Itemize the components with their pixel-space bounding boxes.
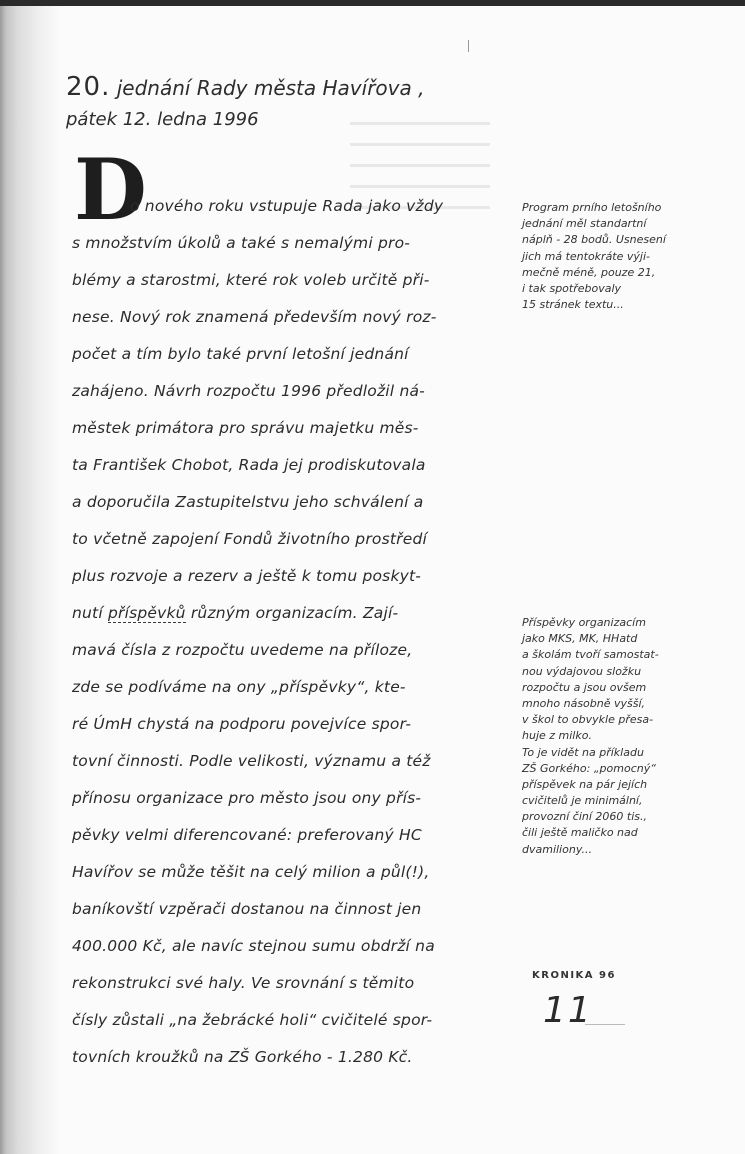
body-line: počet a tím bylo také první letošní jednání <box>72 345 409 363</box>
body-line: s množstvím úkolů a také s nemalými pro- <box>72 234 411 252</box>
underlined-word: příspěvků <box>107 604 186 622</box>
note-line: nou výdajovou složku <box>522 664 642 678</box>
body-line: plus rozvoje a rezerv a ještě k tomu poskyt- <box>72 567 422 585</box>
note-line: jednání měl standartní <box>522 217 647 231</box>
body-line <box>72 595 517 632</box>
heading-title: jednání Rady města Havířova , <box>116 76 425 100</box>
note-line: i tak spotřebovaly <box>522 281 622 295</box>
drop-cap: D <box>74 140 147 239</box>
body-line: a doporučila Zastupitelstvu jeho schválení a <box>72 493 424 511</box>
note-line: 15 stránek textu... <box>522 298 624 312</box>
body-text <box>72 188 517 1076</box>
body-line: baníkovští vzpěrači dostanou na činnost jen <box>72 900 422 918</box>
body-line: to včetně zapojení Fondů životního prostředí <box>72 530 427 548</box>
body-line: blémy a starostmi, které rok voleb určitě při- <box>72 271 430 289</box>
heading-date: pátek 12. ledna 1996 <box>66 109 259 130</box>
page-number: 11 <box>543 990 593 1031</box>
note-line: dvamiliony... <box>522 842 592 856</box>
note-line: mnoho násobně vyšší, <box>522 696 646 710</box>
note-line: cvičitelů je minimální, <box>522 794 643 808</box>
body-line: nese. Nový rok znamená především nový roz- <box>72 308 437 326</box>
note-line: čili ještě maličko nad <box>522 826 638 840</box>
note-line: jich má tentokráte výji- <box>522 249 650 263</box>
scan-mark <box>468 40 469 52</box>
body-line: mavá čísla z rozpočtu uvedeme na příloze, <box>72 641 413 659</box>
body-line: zahájeno. Návrh rozpočtu 1996 předložil ná- <box>72 382 425 400</box>
chronicle-label: KRONIKA 96 <box>532 970 616 981</box>
note-line: rozpočtu a jsou ovšem <box>522 680 647 694</box>
note-line: provozní činí 2060 tis., <box>522 810 647 824</box>
body-line: tovních kroužků na ZŠ Gorkého - 1.280 Kč. <box>72 1048 413 1066</box>
note-line: huje z milko. <box>522 729 592 743</box>
body-line: pěvky velmi diferencované: preferovaný HC <box>72 826 422 844</box>
note-line: mečně méně, pouze 21, <box>522 265 656 279</box>
body-line: městek primátora pro správu majetku měs- <box>72 419 419 437</box>
note-line: v škol to obvykle přesa- <box>522 713 654 727</box>
note-line: To je vidět na příkladu <box>522 745 644 759</box>
margin-note-program <box>522 200 722 313</box>
page-number-rule <box>585 1024 625 1025</box>
note-line: jako MKS, MK, HHatd <box>522 632 638 646</box>
note-line: Příspěvky organizacím <box>522 616 646 629</box>
body-line: Havířov se může těšit na celý milion a půl(!), <box>72 863 430 881</box>
note-line: ZŠ Gorkého: „pomocný“ <box>522 761 656 775</box>
body-line: o nového roku vstupuje Rada jako vždy <box>130 197 444 215</box>
note-line: a školám tvoří samostat- <box>522 648 659 662</box>
note-line: příspěvek na pár jejích <box>522 777 648 791</box>
page-heading <box>66 70 486 135</box>
note-line: Program prního letošního <box>522 201 662 214</box>
body-line: zde se podíváme na ony „příspěvky“, kte- <box>72 678 406 696</box>
heading-title-line <box>66 70 486 105</box>
body-line: rekonstrukci své haly. Ve srovnání s těmito <box>72 974 415 992</box>
body-line: 400.000 Kč, ale navíc stejnou sumu obdrží na <box>72 937 435 955</box>
note-line: náplň - 28 bodů. Usnesení <box>522 233 666 247</box>
body-line: ré ÚmH chystá na podporu povejvíce spor- <box>72 715 412 733</box>
body-line: tovní činnosti. Podle velikosti, významu a též <box>72 752 431 770</box>
body-line: čísly zůstali „na žebrácké holi“ cvičitelé spor- <box>72 1011 433 1029</box>
body-line: ta František Chobot, Rada jej prodiskutovala <box>72 456 426 474</box>
body-line-end: různým organizacím. Zají- <box>185 604 399 622</box>
margin-note-contributions <box>522 615 722 858</box>
meeting-number: 20. <box>66 72 111 102</box>
body-line: přínosu organizace pro město jsou ony přís- <box>72 789 422 807</box>
body-line-start: nutí <box>72 604 108 622</box>
